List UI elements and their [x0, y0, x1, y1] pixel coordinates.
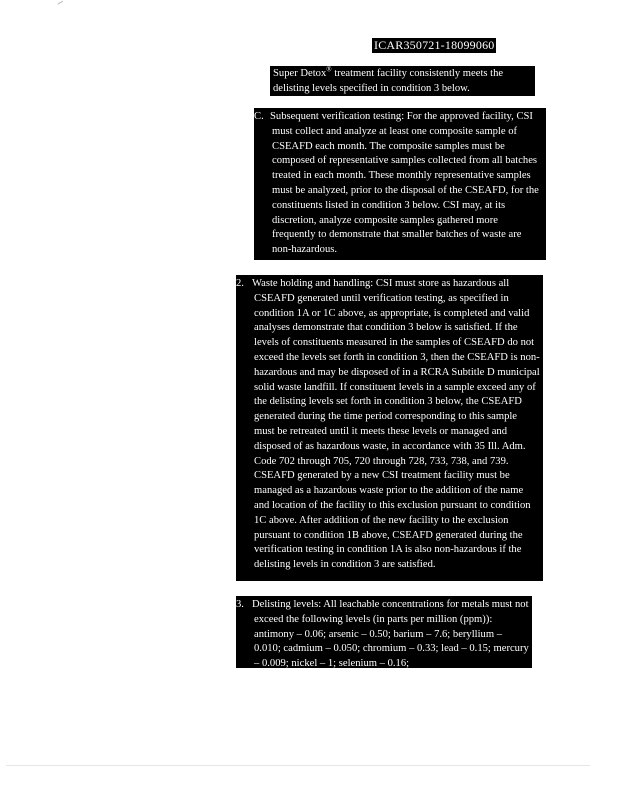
- condition-2-marker: 2.: [236, 278, 244, 289]
- footer-rule: [6, 765, 590, 766]
- continued-paragraph: [270, 66, 535, 96]
- condition-3-marker: 3.: [236, 599, 244, 610]
- condition-3-paragraph: [236, 596, 532, 668]
- condition-1c-marker: C.: [254, 111, 264, 122]
- block1-post: treatment facility consistently meets the delisting levels specified in condition 3 below.: [273, 68, 504, 94]
- condition-1c-paragraph: [254, 108, 546, 260]
- registered-mark: ®: [326, 65, 332, 74]
- document-id: ICAR350721-18099060: [374, 38, 495, 52]
- condition-3-text: Delisting levels: All leachable concentrations for metals must not exceed the following levels (in parts per million (ppm)): antimony – 0.06; arsenic – 0.50; barium – 7.6; beryllium – 0.010; cadmium – 0.050; chromium – 0.33; lead – 0.15; mercury – 0.009; nickel – 1; selenium – 0.16;: [252, 599, 529, 670]
- condition-1c-text: Subsequent verification testing: For the approved facility, CSI must collect and analyze at least one composite sample of CSEAFD each month. The composite samples must be composed of representative samples collected from all batches treated in each month. These monthly representative samples must be analyzed, prior to the disposal of the CSEAFD, for the constituents listed in condition 3 below. CSI may, at its discretion, analyze composite samples gathered more frequently to demonstrate that smaller batches of waste are non-hazardous.: [270, 111, 539, 256]
- condition-2-paragraph: [236, 275, 543, 581]
- condition-2-text: Waste holding and handling: CSI must store as hazardous all CSEAFD generated until verification testing, as specified in condition 1A or 1C above, as appropriate, is completed and valid analyses demonstrate that condition 3 below is satisfied. If the levels of constituents measured in the samples of CSEAFD do not exceed the levels set forth in condition 3, then the CSEAFD is non-hazardous and may be disposed of in a RCRA Subtitle D municipal solid waste landfill. If constituent levels in a sample exceed any of the delisting levels set forth in condition 3 below, the CSEAFD generated during the time period corresponding to this sample must be retreated until it meets these levels or managed and disposed of as hazardous waste, in accordance with 35 Ill. Adm. Code 702 through 705, 720 through 728, 733, 738, and 739. CSEAFD generated by a new CSI treatment facility must be managed as a hazardous waste prior to the addition of the name and location of the facility to this exclusion pursuant to condition 1C above. After addition of the new facility to the exclusion pursuant to condition 1B above, CSEAFD generated during the verification testing in condition 1A is also non-hazardous if the delisting levels in condition 3 are satisfied.: [252, 278, 540, 571]
- block1-pre: Super Detox: [273, 68, 327, 79]
- stray-scan-mark: [57, 1, 64, 7]
